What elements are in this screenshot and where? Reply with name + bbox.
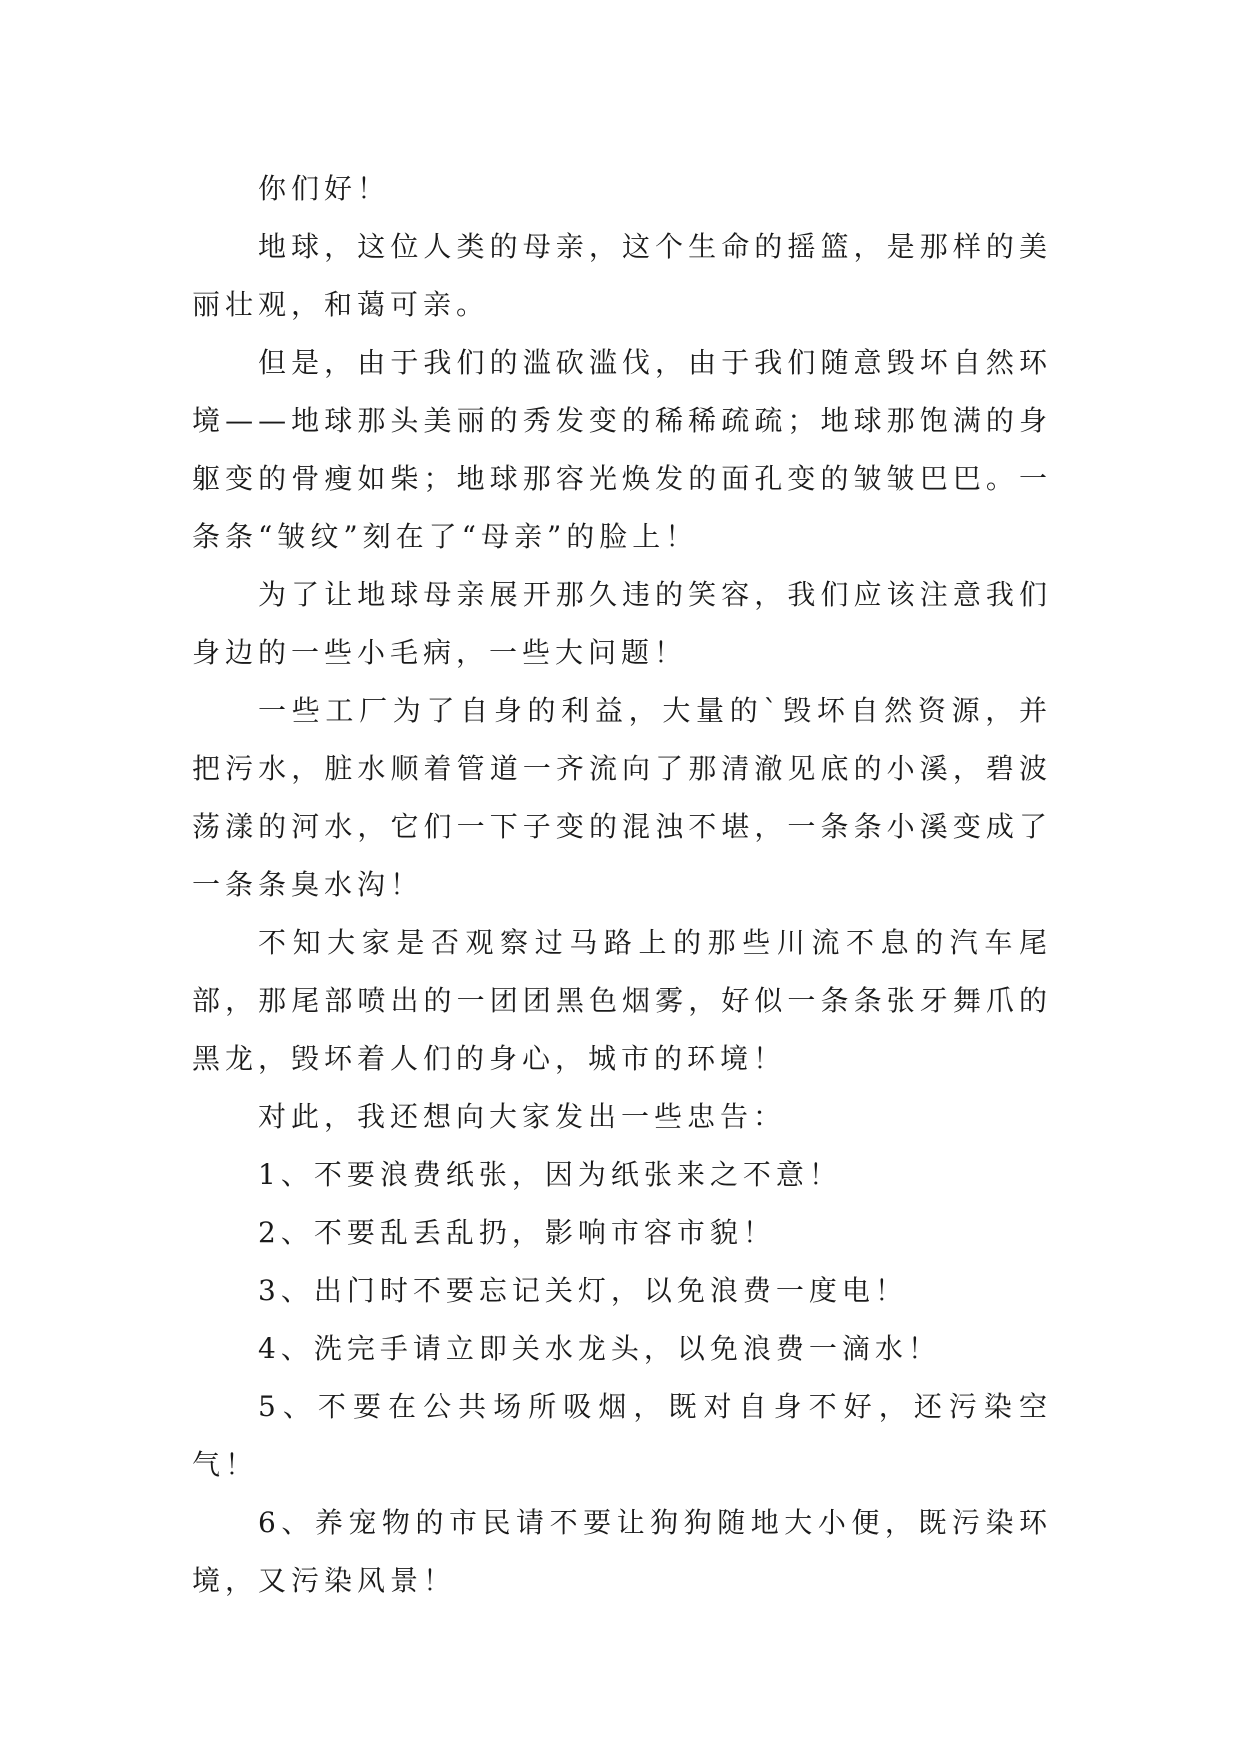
advice-item-1: 1、不要浪费纸张，因为纸张来之不意！ — [258, 1158, 842, 1191]
advice-item-5: 5、不要在公共场所吸烟，既对自身不好，还污染空气！ — [192, 1390, 1052, 1481]
paragraph-small-problems: 为了让地球母亲展开那久违的笑容，我们应该注意我们身边的一些小毛病，一些大问题！ — [192, 578, 1052, 669]
advice-item-3: 3、出门时不要忘记关灯，以免浪费一度电！ — [258, 1274, 908, 1307]
advice-item-4: 4、洗完手请立即关水龙头，以免浪费一滴水！ — [258, 1332, 941, 1365]
advice-item-6: 6、养宠物的市民请不要让狗狗随地大小便，既污染环境，又污染风景！ — [192, 1506, 1052, 1597]
paragraph-earth-mother: 地球，这位人类的母亲，这个生命的摇篮，是那样的美丽壮观，和蔼可亲。 — [192, 230, 1052, 321]
paragraph-deforestation: 但是，由于我们的滥砍滥伐，由于我们随意毁坏自然环境——地球那头美丽的秀发变的稀稀疏疏；地球那饱满的身躯变的骨瘦如柴；地球那容光焕发的面孔变的皱皱巴巴。一条条“皱纹”刻在了“母亲”的脸上！ — [192, 346, 1052, 553]
advice-item-2: 2、不要乱丢乱扔，影响市容市貌！ — [258, 1216, 776, 1249]
paragraph-factory-pollution: 一些工厂为了自身的利益，大量的`毁坏自然资源，并把污水，脏水顺着管道一齐流向了那清澈见底的小溪，碧波荡漾的河水，它们一下子变的混浊不堪，一条条小溪变成了一条条臭水沟！ — [192, 694, 1052, 901]
paragraph-car-exhaust: 不知大家是否观察过马路上的那些川流不息的汽车尾部，那尾部喷出的一团团黑色烟雾，好似一条条张牙舞爪的黑龙，毁坏着人们的身心，城市的环境！ — [192, 926, 1052, 1075]
document-body — [192, 160, 1052, 1610]
paragraph-greeting: 你们好！ — [258, 172, 391, 205]
paragraph-advice-intro: 对此，我还想向大家发出一些忠告： — [258, 1100, 787, 1133]
